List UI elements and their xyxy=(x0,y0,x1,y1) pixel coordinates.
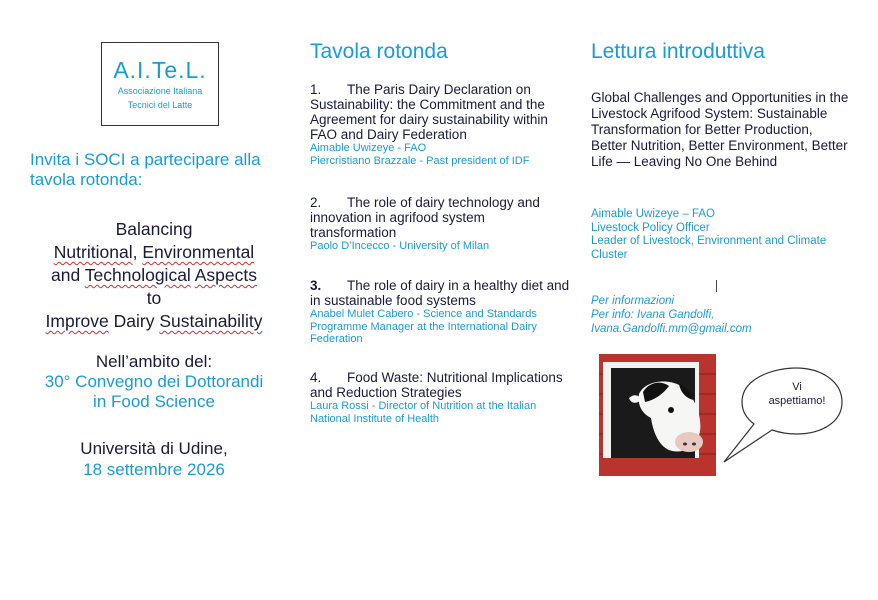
title-word: Balancing xyxy=(115,219,193,239)
item-title: The role of dairy in a healthy diet and in sustainable food systems xyxy=(310,278,570,308)
bubble-line-1: Vi xyxy=(792,381,802,393)
cow-in-barn-window-image xyxy=(599,354,716,476)
round-table-item-3 xyxy=(310,278,572,346)
bubble-line-2: aspettiamo! xyxy=(768,395,826,407)
title-word: to xyxy=(146,288,162,308)
context-line-3: in Food Science xyxy=(93,392,215,411)
title-line-5 xyxy=(20,310,288,333)
location: Università di Udine, xyxy=(80,439,228,458)
title-word: Aspects xyxy=(194,265,257,285)
info-email[interactable]: Ivana.Gandolfi.mm@gmail.com xyxy=(591,323,752,335)
speaker-name: Aimable Uwizeye – FAO xyxy=(591,208,715,220)
intro-speaker xyxy=(591,208,851,262)
event-context xyxy=(20,352,288,412)
item-speaker: Aimable Uwizeye - FAO xyxy=(310,142,427,154)
title-line-4 xyxy=(20,287,288,310)
round-table-heading: Tavola rotonda xyxy=(310,40,448,63)
title-word: Environmental xyxy=(142,242,255,262)
round-table-item-4 xyxy=(310,370,572,425)
item-speaker: Anabel Mulet Cabero - Science and Standards Programme Manager at the International Dairy Federation xyxy=(310,308,537,345)
round-table-item-2 xyxy=(310,195,572,253)
item-speaker: Piercristiano Brazzale - Past president of IDF xyxy=(310,154,530,167)
event-title xyxy=(20,218,288,333)
item-number: 3. xyxy=(310,278,322,293)
item-title: The Paris Dairy Declaration on Sustainability: the Commitment and the Agreement for dairy sustainability within FAO and Dairy Federation xyxy=(310,82,548,142)
aitel-logo xyxy=(101,42,219,126)
item-number: 2. xyxy=(310,195,322,210)
title-line-1 xyxy=(20,218,288,241)
date: 18 settembre 2026 xyxy=(83,460,225,479)
title-word: Sustainability xyxy=(159,311,263,331)
item-number: 1. xyxy=(310,82,322,97)
contact-info xyxy=(591,294,851,336)
speaker-role: Livestock Policy Officer xyxy=(591,221,710,234)
speech-bubble-icon xyxy=(718,360,848,470)
title-word: and xyxy=(51,265,85,285)
logo-subtitle-2: Tecnici del Latte xyxy=(127,100,193,110)
context-line-2: 30° Convegno dei Dottorandi xyxy=(44,372,264,391)
event-location-date xyxy=(20,438,288,480)
intro-title: Global Challenges and Opportunities in the Livestock Agrifood System: Sustainable Transformation for Better Production, Better Nutrition, Better Environment, Better Life — Leaving No One Behind xyxy=(591,90,849,169)
item-speaker: Laura Rossi - Director of Nutrition at the Italian National Institute of Health xyxy=(310,400,537,425)
invite-text: Invita i SOCI a partecipare alla tavola rotonda: xyxy=(30,150,261,189)
title-line-2 xyxy=(20,241,288,264)
info-label: Per informazioni xyxy=(591,295,675,307)
title-word: Nutritional xyxy=(53,242,133,262)
item-speaker: Paolo D’Incecco - University of Milan xyxy=(310,240,490,252)
info-contact: Per info: Ivana Gandolfi, xyxy=(591,309,715,321)
title-line-3 xyxy=(20,264,288,287)
title-word: , xyxy=(132,242,143,262)
title-word: Dairy xyxy=(108,311,160,331)
item-title: Food Waste: Nutritional Implications and Reduction Strategies xyxy=(310,370,563,400)
item-title: The role of dairy technology and innovation in agrifood system transformation xyxy=(310,195,540,240)
intro-heading: Lettura introduttiva xyxy=(591,40,765,63)
logo-subtitle-1: Associazione Italiana xyxy=(117,86,203,96)
context-line-1: Nell’ambito del: xyxy=(95,352,213,371)
title-word: Improve xyxy=(45,311,109,331)
logo-title: A.I.Te.L. xyxy=(113,57,207,83)
title-word: Technological xyxy=(84,265,191,285)
speaker-role-2: Leader of Livestock, Environment and Climate Cluster xyxy=(591,235,827,261)
speech-bubble-text xyxy=(752,380,842,408)
text-cursor xyxy=(716,280,717,292)
round-table-item-1 xyxy=(310,82,572,167)
item-number: 4. xyxy=(310,370,322,385)
